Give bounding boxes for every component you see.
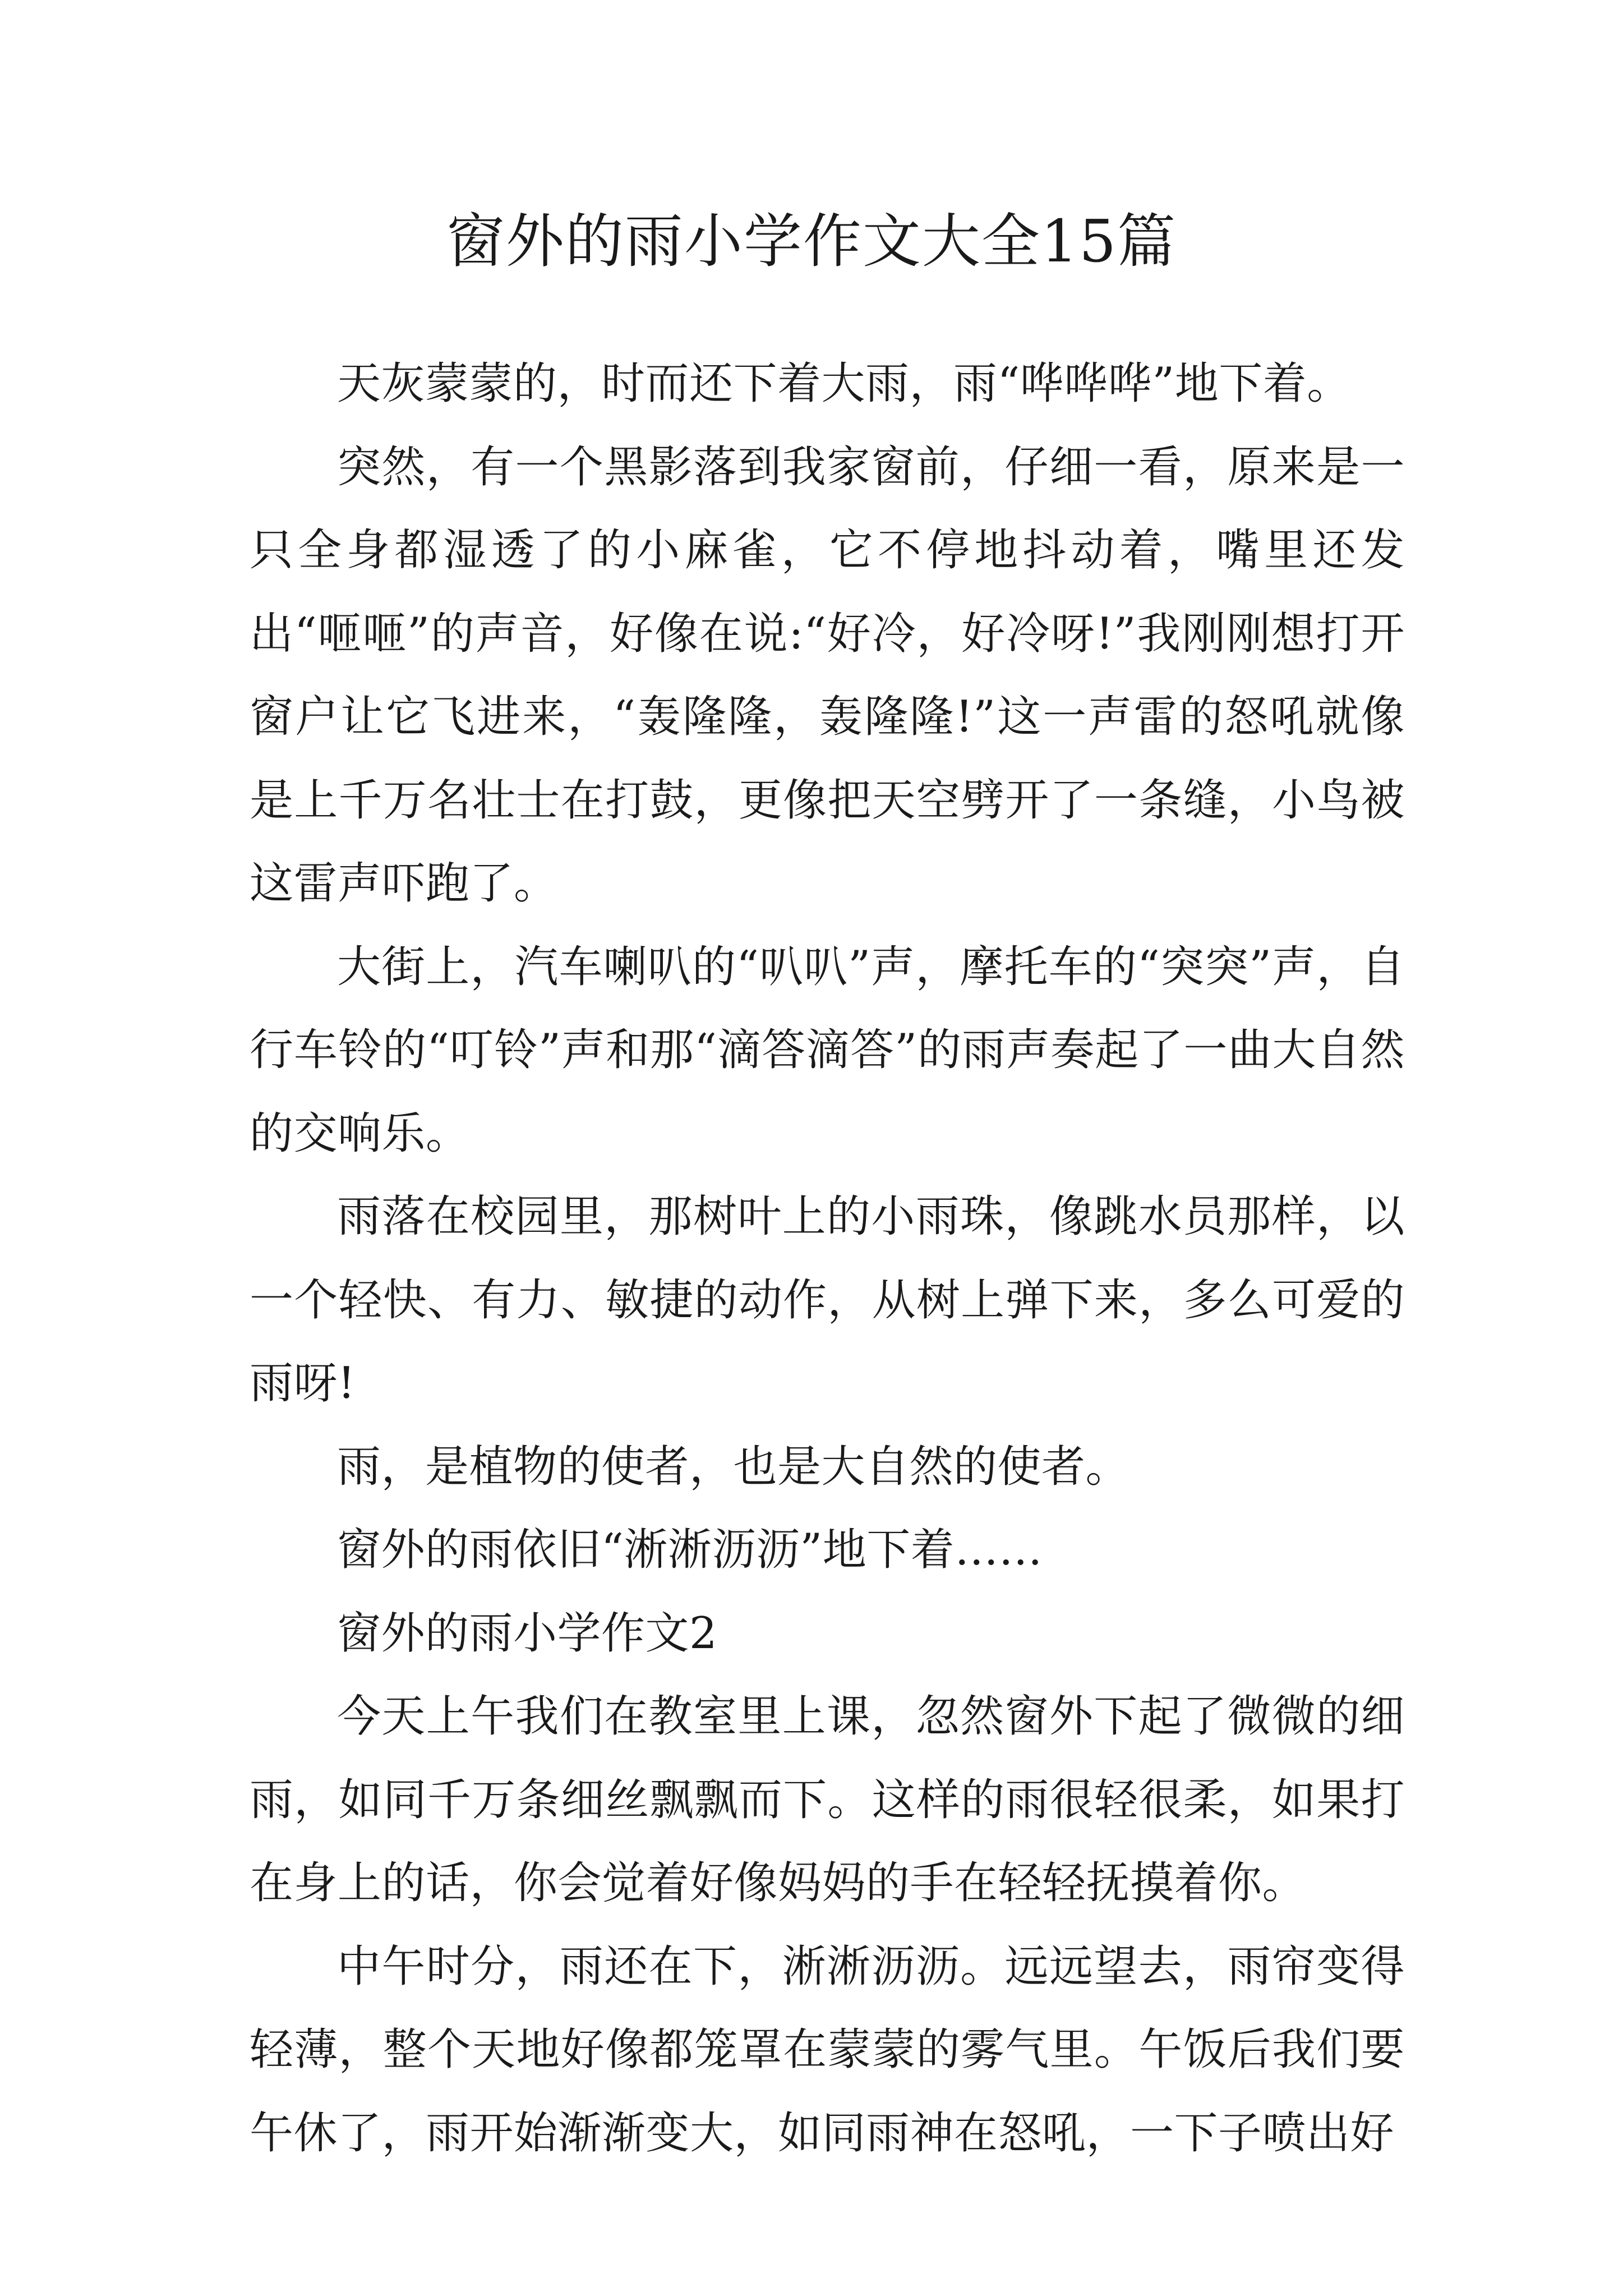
paragraph: 中午时分，雨还在下，淅淅沥沥。远远望去，雨帘变得轻薄，整个天地好像都笼罩在蒙蒙的雾气里。午饭后我们要午休了，雨开始渐渐变大，如同雨神在怒吼，一下子喷出好 (250, 1941, 1405, 2159)
paragraph: 雨落在校园里，那树叶上的小雨珠，像跳水员那样，以一个轻快、有力、敏捷的动作，从树上弹下来，多么可爱的雨呀! (250, 1191, 1405, 1409)
document-body (250, 342, 1405, 2175)
section-heading: 窗外的雨小学作文2 (337, 1608, 718, 1659)
paragraph: 雨，是植物的使者，也是大自然的使者。 (337, 1441, 1130, 1492)
paragraph: 天灰蒙蒙的，时而还下着大雨，雨“哗哗哗”地下着。 (337, 358, 1351, 409)
paragraph: 大街上，汽车喇叭的“叭叭”声，摩托车的“突突”声，自行车铃的“叮铃”声和那“滴答滴答”的雨声奏起了一曲大自然的交响乐。 (250, 941, 1405, 1159)
paragraph: 窗外的雨依旧“淅淅沥沥”地下着…… (337, 1525, 1043, 1575)
paragraph: 今天上午我们在教室里上课，忽然窗外下起了微微的细雨，如同千万条细丝飘飘而下。这样的雨很轻很柔，如果打在身上的话，你会觉着好像妈妈的手在轻轻抚摸着你。 (250, 1691, 1405, 1908)
paragraph: 突然，有一个黑影落到我家窗前，仔细一看，原来是一只全身都湿透了的小麻雀，它不停地抖动着，嘴里还发出“咂咂”的声音，好像在说:“好冷，好冷呀!”我刚刚想打开窗户让它飞进来，“轰隆隆，轰隆隆!”这一声雷的怒吼就像是上千万名壮士在打鼓，更像把天空劈开了一条缝，小鸟被这雷声吓跑了。 (250, 441, 1405, 909)
document-title: 窗外的雨小学作文大全15篇 (446, 207, 1177, 275)
